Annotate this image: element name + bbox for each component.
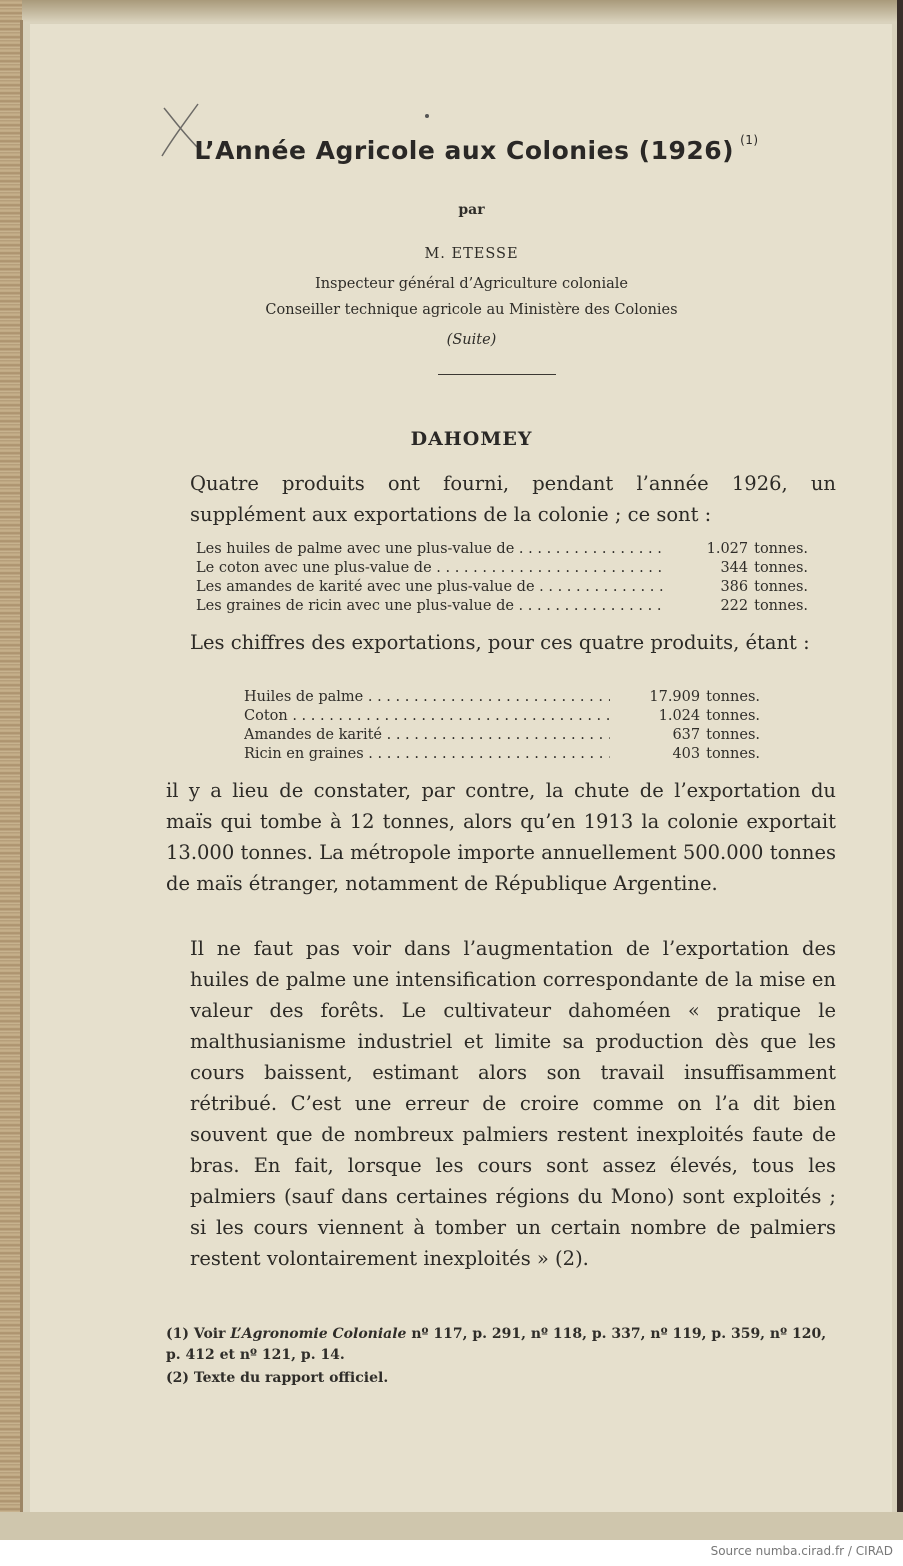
item-label: Le coton avec une plus-value de . . . (196, 559, 664, 578)
list-item (244, 726, 760, 745)
list-item (244, 707, 760, 726)
by-line: par (458, 202, 485, 218)
article-title (0, 132, 903, 165)
item-unit: tonnes. (754, 579, 808, 595)
author-name: M. ETESSE (424, 246, 519, 262)
continued-note: (Suite) (446, 332, 497, 348)
footnote-2: (2) Texte du rapport officiel. (166, 1370, 389, 1386)
item-unit: tonnes. (706, 708, 760, 724)
palme-paragraph (166, 933, 836, 1274)
item-value: 1.024 (658, 708, 701, 724)
page-right-edge (897, 0, 903, 1540)
binding-edge (20, 20, 23, 1515)
item-unit: tonnes. (754, 560, 808, 576)
item-label: Les huiles de palme avec une plus-value de . . . (196, 540, 664, 559)
intro-text: Quatre produits ont fourni, pendant l’année 1926, un supplément aux exportations de la colonie ; ce sont : (190, 472, 836, 526)
item-value: 222 (720, 598, 749, 614)
item-label: Ricin en graines . . . (244, 745, 610, 764)
item-value: 344 (720, 560, 749, 576)
item-label: Les amandes de karité avec une plus-value de . . . (196, 578, 664, 597)
source-credit: Source numba.cirad.fr / CIRAD (710, 1544, 893, 1558)
item-label: Les graines de ricin avec une plus-value de . . . (196, 597, 664, 616)
author-role-2: Conseiller technique agricole au Ministère des Colonies (265, 302, 678, 318)
footnote-1-rest: nº 117, p. 291, nº 118, p. 337, nº 119, p. 359, nº 120, p. 412 et nº 121, p. 14. (166, 1326, 827, 1363)
exports-intro-text: Les chiffres des exportations, pour ces quatre produits, étant : (190, 631, 810, 654)
exports-list (244, 688, 760, 764)
list-item (196, 578, 808, 597)
item-label: Amandes de karité . . . (244, 726, 610, 745)
item-label: Coton . . . (244, 707, 610, 726)
scan-top-shadow (22, 0, 903, 22)
section-heading: DAHOMEY (410, 428, 533, 450)
item-value: 1.027 (706, 541, 749, 557)
surplus-list (196, 540, 808, 616)
item-unit: tonnes. (706, 689, 760, 705)
footnote-1 (166, 1324, 836, 1366)
item-unit: tonnes. (706, 727, 760, 743)
author-role-1: Inspecteur général d’Agriculture coloniale (314, 276, 629, 292)
title-footnote-ref: (1) (740, 132, 759, 147)
title-text: L’Année Agricole aux Colonies (1926) (194, 136, 735, 165)
item-unit: tonnes. (706, 746, 760, 762)
scan-bottom-strip (0, 1512, 903, 1540)
mais-paragraph: il y a lieu de constater, par contre, la chute de l’exportation du maïs qui tombe à 12 tonnes, alors qu’en 1913 la colonie exportait 13.000 tonnes. La métropole importe annuellement 500.000 tonnes de maïs étranger, notamment de République Argentine. (166, 779, 836, 895)
footnote-1-prefix: (1) Voir (166, 1326, 226, 1342)
list-item (244, 688, 760, 707)
intro-paragraph (166, 468, 836, 530)
book-binding (0, 0, 22, 1515)
list-item (196, 540, 808, 559)
item-value: 386 (720, 579, 749, 595)
item-value: 637 (672, 727, 701, 743)
item-label: Huiles de palme . . . (244, 688, 610, 707)
list-item (196, 597, 808, 616)
item-unit: tonnes. (754, 541, 808, 557)
list-item (196, 559, 808, 578)
palme-text: Il ne faut pas voir dans l’augmentation de l’exportation des huiles de palme une intensification correspondante de la mise en valeur des forêts. Le cultivateur dahoméen « pratique le malthusianisme industriel et limite sa production dès que les cours baissent, estimant alors son travail insuffisamment rétribué. C’est une erreur de croire comme on l’a dit bien souvent que de nombreux palmiers restent inexploités faute de bras. En fait, lorsque les cours sont assez élevés, tous les palmiers (sauf dans certaines régions du Mono) sont exploités ; si les cours viennent à tomber un certain nombre de palmiers restent volontairement inexploités » (2). (190, 937, 836, 1270)
list-item (244, 745, 760, 764)
item-value: 17.909 (649, 689, 701, 705)
item-unit: tonnes. (754, 598, 808, 614)
item-value: 403 (672, 746, 701, 762)
ink-dot (425, 114, 429, 118)
exports-intro-paragraph (166, 627, 836, 658)
title-separator-rule (438, 374, 556, 375)
footnote-1-journal: L’Agronomie Coloniale (230, 1326, 407, 1342)
